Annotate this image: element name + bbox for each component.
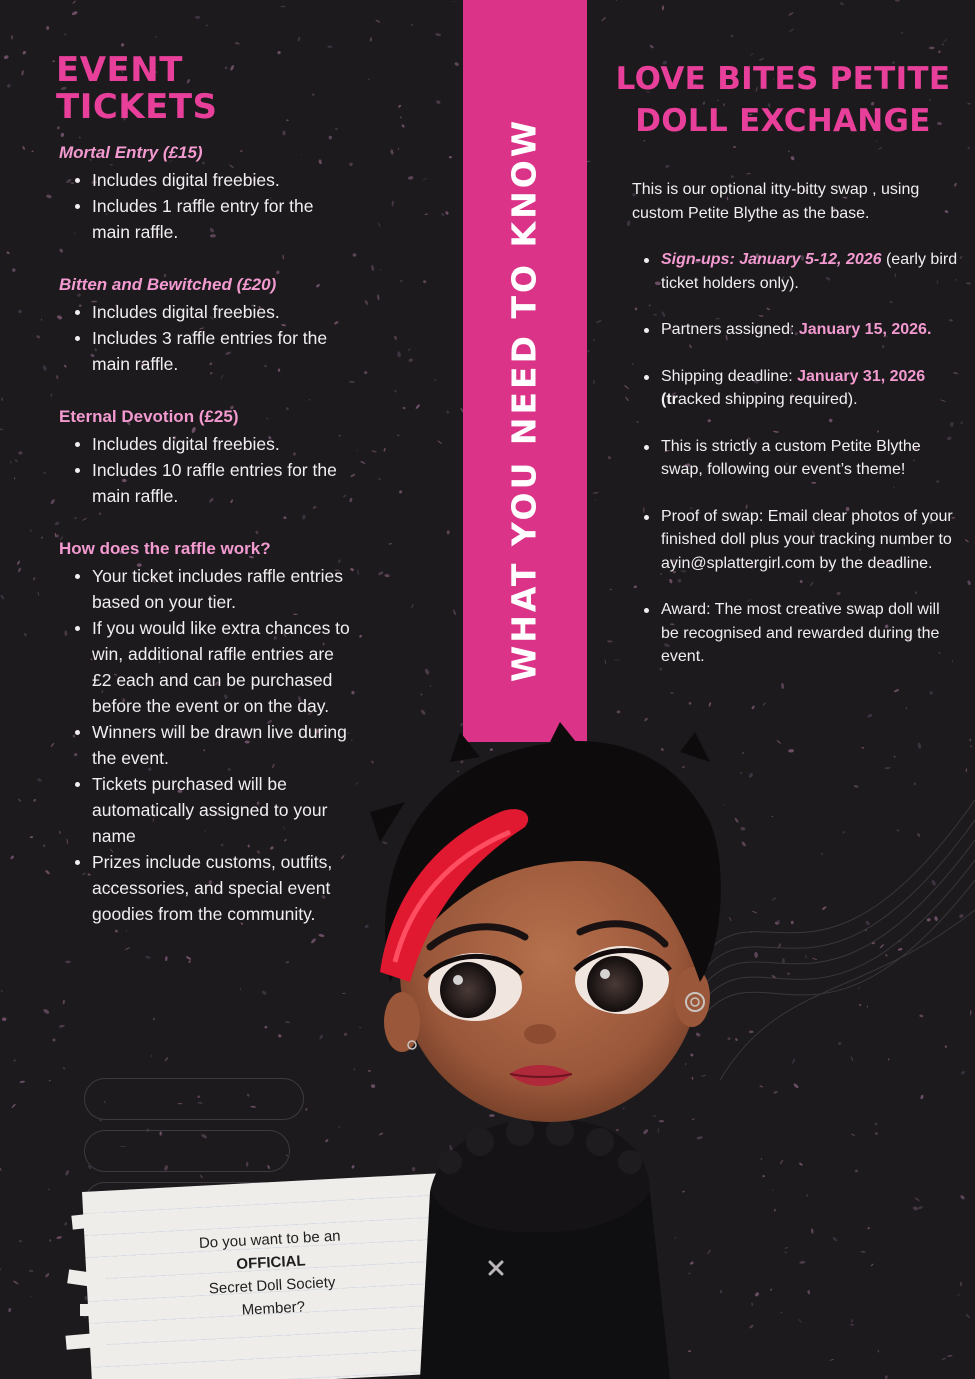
speckle-dot	[6, 83, 11, 88]
speckle-dot	[398, 104, 402, 108]
speckle-dot	[420, 693, 423, 696]
speckle-dot	[874, 1132, 878, 1136]
speckle-dot	[164, 1057, 168, 1062]
speckle-dot	[48, 1079, 51, 1081]
speckle-dot	[798, 1318, 803, 1323]
speckle-dot	[6, 251, 10, 254]
speckle-dot	[50, 393, 52, 396]
speckle-dot	[415, 404, 421, 410]
speckle-dot	[43, 844, 46, 847]
speckle-dot	[422, 178, 428, 180]
speckle-dot	[71, 10, 78, 15]
speckle-dot	[310, 938, 316, 944]
speckle-dot	[593, 339, 596, 342]
speckle-dot	[377, 294, 380, 300]
speckle-dot	[397, 351, 401, 357]
speckle-dot	[391, 200, 394, 206]
speckle-dot	[11, 1103, 16, 1108]
list-item: Prizes include customs, outfits, accessories, and special event goodies from the community.	[72, 849, 356, 927]
speckle-dot	[895, 0, 900, 2]
list-item: Includes 3 raffle entries for the main raffle.	[72, 325, 356, 377]
speckle-dot	[327, 46, 332, 48]
speckle-dot	[37, 778, 42, 782]
mesh-decoration	[700, 760, 975, 1090]
speckle-dot	[50, 498, 56, 504]
speckle-dot	[378, 571, 384, 576]
raffle-title: How does the raffle work?	[59, 538, 271, 558]
list-item: Partners assigned: January 15, 2026.	[638, 318, 958, 342]
speckle-dot	[749, 1324, 754, 1329]
tier-title: Bitten and Bewitched (£20)	[59, 274, 277, 294]
speckle-dot	[126, 930, 127, 932]
speckle-dot	[942, 43, 945, 46]
speckle-dot	[36, 335, 41, 339]
speckle-dot	[742, 752, 745, 755]
tier-bitten	[56, 275, 356, 377]
speckle-dot	[420, 709, 426, 716]
speckle-dot	[0, 1167, 2, 1171]
speckle-dot	[43, 1008, 50, 1015]
list-item: Includes digital freebies.	[72, 299, 356, 325]
speckle-dot	[18, 309, 22, 313]
speckle-dot	[357, 569, 359, 575]
speckle-dot	[165, 956, 168, 961]
speckle-dot	[278, 1034, 283, 1038]
speckle-dot	[393, 335, 397, 340]
speckle-dot	[305, 1108, 308, 1111]
speckle-dot	[970, 745, 972, 747]
speckle-dot	[380, 269, 382, 271]
speckle-dot	[436, 100, 441, 104]
event-tickets-section	[56, 52, 356, 927]
speckle-dot	[774, 1209, 776, 1212]
speckle-dot	[762, 702, 766, 705]
speckle-dot	[394, 389, 397, 393]
speckle-dot	[688, 701, 692, 705]
speckle-dot	[240, 988, 241, 991]
speckle-dot	[595, 499, 596, 500]
speckle-dot	[789, 28, 795, 32]
speckle-dot	[47, 1189, 49, 1191]
speckle-dot	[960, 421, 963, 424]
speckle-dot	[424, 213, 428, 215]
speckle-dot	[750, 53, 754, 56]
speckle-dot	[867, 1227, 870, 1230]
speckle-dot	[264, 1025, 268, 1029]
speckle-dot	[121, 43, 125, 47]
speckle-dot	[616, 710, 620, 713]
note-line: Secret Doll Society	[208, 1273, 336, 1298]
speckle-dot	[18, 451, 23, 455]
speckle-dot	[318, 934, 324, 938]
speckle-dot	[390, 149, 394, 155]
speckle-dot	[959, 1282, 962, 1287]
list-item: Winners will be drawn live during the event.	[72, 719, 356, 771]
speckle-dot	[434, 379, 437, 382]
list-item: Includes 10 raffle entries for the main raffle.	[72, 457, 356, 509]
speckle-dot	[62, 1000, 65, 1005]
speckle-dot	[446, 410, 450, 414]
decor-pill	[84, 1130, 290, 1172]
speckle-dot	[870, 1263, 873, 1266]
doll-illustration	[350, 722, 740, 1379]
speckle-dot	[13, 1280, 19, 1285]
speckle-dot	[11, 35, 13, 40]
decor-pill	[84, 1078, 304, 1120]
band-heading: WHAT YOU NEED TO KNOW	[504, 117, 544, 683]
speckle-dot	[2, 1017, 7, 1021]
speckle-dot	[286, 961, 290, 963]
speckle-dot	[297, 36, 301, 41]
speckle-dot	[969, 738, 971, 741]
title-line: DOLL EXCHANGE	[635, 103, 931, 139]
speckle-dot	[912, 1206, 918, 1211]
note-line: Do you want to be an	[198, 1227, 341, 1252]
speckle-dot	[37, 592, 39, 596]
speckle-dot	[447, 530, 450, 534]
speckle-dot	[452, 609, 456, 615]
tier-title: Eternal Devotion (£25)	[59, 406, 239, 426]
speckle-dot	[206, 24, 208, 26]
speckle-dot	[125, 947, 131, 950]
tier-eternal	[56, 407, 356, 509]
speckle-dot	[0, 594, 5, 600]
speckle-dot	[20, 1080, 25, 1083]
speckle-dot	[947, 1355, 953, 1357]
speckle-dot	[943, 38, 948, 43]
speckle-dot	[941, 1357, 946, 1360]
speckle-dot	[0, 428, 3, 431]
speckle-dot	[867, 713, 873, 718]
speckle-dot	[41, 536, 44, 539]
speckle-dot	[851, 1319, 853, 1323]
list-item: Proof of swap: Email clear photos of your finished doll plus your tracking number to ayin@splattergirl.com by the deadline.	[638, 505, 958, 576]
speckle-dot	[18, 798, 21, 802]
speckle-dot	[929, 46, 935, 49]
speckle-dot	[56, 1236, 62, 1239]
speckle-dot	[649, 44, 654, 49]
torn-edge	[80, 1304, 106, 1316]
speckle-dot	[449, 156, 452, 159]
speckle-dot	[662, 5, 664, 10]
speckle-dot	[854, 1169, 858, 1173]
speckle-dot	[0, 989, 3, 992]
speckle-dot	[145, 956, 151, 960]
speckle-dot	[398, 147, 399, 150]
note-line: Member?	[241, 1298, 306, 1319]
title-line: LOVE BITES PETITE	[615, 61, 951, 97]
speckle-dot	[967, 580, 971, 586]
speckle-dot	[435, 33, 441, 36]
speckle-dot	[751, 705, 755, 710]
speckle-dot	[810, 1228, 813, 1234]
speckle-dot	[760, 1158, 762, 1160]
speckle-dot	[356, 450, 358, 452]
speckle-dot	[33, 577, 36, 581]
speckle-dot	[424, 668, 430, 675]
speckle-dot	[601, 16, 606, 21]
speckle-dot	[43, 472, 46, 475]
speckle-dot	[769, 1288, 772, 1291]
speckle-dot	[18, 567, 22, 572]
speckle-dot	[195, 16, 201, 19]
speckle-dot	[65, 1170, 70, 1177]
speckle-dot	[788, 11, 794, 16]
speckle-dot	[1, 397, 2, 400]
speckle-dot	[65, 960, 71, 963]
doll-exchange-title	[608, 58, 958, 142]
speckle-dot	[965, 539, 970, 543]
speckle-dot	[378, 478, 381, 481]
list-item: This is strictly a custom Petite Blythe swap, following our event’s theme!	[638, 435, 958, 482]
speckle-dot	[33, 799, 36, 803]
speckle-dot	[840, 2, 844, 5]
speckle-dot	[410, 23, 413, 26]
list-item: If you would like extra chances to win, additional raffle entries are £2 each and can be purchased before the event or on the day.	[72, 615, 356, 719]
speckle-dot	[799, 1261, 805, 1265]
speckle-dot	[762, 1175, 765, 1177]
list-item: Shipping deadline: January 31, 2026 (tracked shipping required).	[638, 365, 958, 412]
speckle-dot	[884, 1375, 888, 1379]
speckle-dot	[893, 755, 896, 758]
speckle-dot	[850, 1324, 854, 1326]
speckle-dot	[153, 1017, 156, 1020]
speckle-dot	[64, 1222, 67, 1226]
speckle-dot	[360, 460, 366, 464]
speckle-dot	[29, 1270, 34, 1273]
speckle-dot	[917, 1206, 923, 1210]
speckle-dot	[62, 1066, 65, 1070]
list-item: Includes digital freebies.	[72, 431, 356, 457]
speckle-dot	[359, 634, 363, 638]
speckle-dot	[185, 956, 191, 961]
speckle-dot	[383, 448, 386, 452]
speckle-dot	[616, 0, 617, 1]
speckle-dot	[31, 150, 34, 152]
raffle-section	[56, 539, 356, 927]
speckle-dot	[408, 176, 414, 180]
speckle-dot	[285, 1021, 290, 1024]
tier-mortal	[56, 143, 356, 245]
speckle-dot	[900, 32, 903, 34]
speckle-dot	[959, 255, 962, 259]
speckle-dot	[22, 146, 26, 150]
speckle-dot	[402, 407, 406, 410]
list-item: Tickets purchased will be automatically assigned to your name	[72, 771, 356, 849]
speckle-dot	[411, 604, 414, 609]
list-item: Includes digital freebies.	[72, 167, 356, 193]
speckle-dot	[772, 1189, 774, 1190]
list-item: Award: The most creative swap doll will be recognised and rewarded during the event.	[638, 598, 958, 669]
speckle-dot	[754, 1292, 759, 1298]
speckle-dot	[30, 836, 33, 838]
speckle-dot	[30, 1296, 32, 1298]
list-item: Your ticket includes raffle entries based on your tier.	[72, 563, 356, 615]
speckle-dot	[370, 37, 372, 41]
speckle-dot	[441, 212, 445, 216]
speckle-dot	[399, 490, 402, 493]
speckle-dot	[587, 350, 590, 353]
speckle-dot	[408, 358, 413, 362]
speckle-dot	[13, 1059, 16, 1062]
speckle-dot	[920, 1094, 924, 1099]
speckle-dot	[788, 749, 794, 753]
speckle-dot	[377, 222, 380, 226]
speckle-dot	[17, 560, 21, 565]
speckle-dot	[751, 1302, 753, 1306]
speckle-dot	[422, 280, 426, 284]
speckle-dot	[325, 1139, 329, 1143]
speckle-dot	[708, 702, 711, 707]
speckle-dot	[0, 1268, 2, 1271]
speckle-dot	[41, 319, 42, 321]
speckle-dot	[806, 1194, 809, 1197]
speckle-dot	[917, 742, 921, 749]
speckle-dot	[453, 1, 455, 2]
tier-title: Mortal Entry (£15)	[59, 142, 203, 162]
speckle-dot	[860, 1251, 865, 1253]
speckle-dot	[72, 0, 76, 4]
speckle-dot	[670, 692, 673, 694]
speckle-dot	[799, 1162, 804, 1166]
speckle-dot	[19, 1240, 23, 1243]
speckle-dot	[114, 929, 118, 933]
speckle-dot	[52, 1038, 56, 1041]
list-item: Sign-ups: January 5-12, 2026 (early bird ticket holders only).	[638, 248, 958, 295]
speckle-dot	[914, 1197, 920, 1202]
speckle-dot	[830, 1359, 835, 1361]
speckle-dot	[437, 440, 442, 445]
speckle-dot	[52, 60, 55, 62]
speckle-dot	[30, 529, 32, 532]
speckle-dot	[364, 300, 369, 306]
speckle-dot	[364, 371, 367, 374]
speckle-dot	[342, 993, 346, 994]
speckle-dot	[375, 19, 380, 23]
speckle-dot	[430, 685, 432, 687]
speckle-dot	[938, 50, 940, 53]
speckle-dot	[784, 1252, 787, 1254]
speckle-dot	[15, 459, 19, 463]
speckle-dot	[371, 450, 377, 453]
speckle-dot	[399, 116, 402, 119]
speckle-dot	[42, 365, 47, 371]
speckle-dot	[906, 707, 908, 709]
intro-text: This is our optional itty-bitty swap , using custom Petite Blythe as the base.	[632, 181, 920, 222]
list-item: Includes 1 raffle entry for the main raffle.	[72, 193, 356, 245]
torn-edge	[86, 1244, 106, 1256]
speckle-dot	[773, 1090, 778, 1094]
speckle-dot	[45, 1272, 50, 1278]
speckle-dot	[24, 632, 28, 636]
speckle-dot	[188, 960, 191, 963]
speckle-dot	[967, 146, 970, 149]
speckle-dot	[596, 319, 602, 323]
speckle-dot	[10, 461, 12, 464]
speckle-dot	[50, 742, 54, 747]
speckle-dot	[46, 26, 50, 30]
speckle-dot	[397, 434, 400, 436]
speckle-dot	[319, 1034, 324, 1040]
speckle-dot	[59, 1024, 65, 1028]
speckle-dot	[875, 1123, 878, 1126]
speckle-dot	[368, 78, 370, 80]
speckle-dot	[45, 869, 51, 874]
speckle-dot	[779, 1159, 784, 1164]
speckle-dot	[8, 1308, 11, 1313]
doll-exchange-section	[608, 58, 958, 692]
speckle-dot	[960, 1194, 966, 1200]
speckle-dot	[957, 1293, 961, 1296]
speckle-dot	[861, 747, 864, 749]
speckle-dot	[965, 1313, 970, 1318]
speckle-dot	[14, 477, 16, 479]
speckle-dot	[10, 855, 15, 860]
speckle-dot	[454, 61, 460, 66]
speckle-dot	[445, 211, 449, 216]
speckle-dot	[384, 574, 390, 578]
speckle-dot	[400, 279, 404, 283]
speckle-dot	[155, 36, 157, 39]
speckle-dot	[832, 1237, 837, 1242]
speckle-dot	[776, 740, 781, 745]
speckle-dot	[784, 1246, 788, 1249]
speckle-dot	[261, 990, 267, 996]
speckle-dot	[593, 380, 595, 384]
speckle-dot	[851, 1133, 856, 1136]
speckle-dot	[967, 103, 970, 105]
speckle-dot	[401, 124, 405, 128]
speckle-dot	[63, 33, 66, 36]
speckle-dot	[371, 265, 375, 272]
speckle-dot	[235, 42, 240, 46]
speckle-dot	[281, 6, 286, 7]
speckle-dot	[22, 50, 27, 55]
speckle-dot	[46, 194, 52, 199]
note-line: OFFICIAL	[235, 1252, 306, 1274]
speckle-dot	[877, 1350, 879, 1353]
speckle-dot	[407, 348, 411, 352]
speckle-dot	[11, 268, 16, 273]
speckle-dot	[3, 55, 9, 60]
speckle-dot	[21, 70, 24, 76]
speckle-dot	[388, 543, 392, 545]
speckle-dot	[604, 659, 606, 664]
speckle-dot	[49, 1239, 50, 1242]
speckle-dot	[200, 1175, 203, 1179]
speckle-dot	[343, 1032, 348, 1037]
speckle-dot	[338, 1126, 340, 1129]
speckle-dot	[807, 1290, 811, 1295]
speckle-dot	[780, 1311, 783, 1313]
speckle-dot	[593, 492, 599, 494]
speckle-dot	[151, 1055, 152, 1057]
speckle-dot	[730, 34, 734, 38]
event-tickets-title: EVENT TICKETS	[56, 50, 218, 128]
speckle-dot	[966, 282, 971, 284]
